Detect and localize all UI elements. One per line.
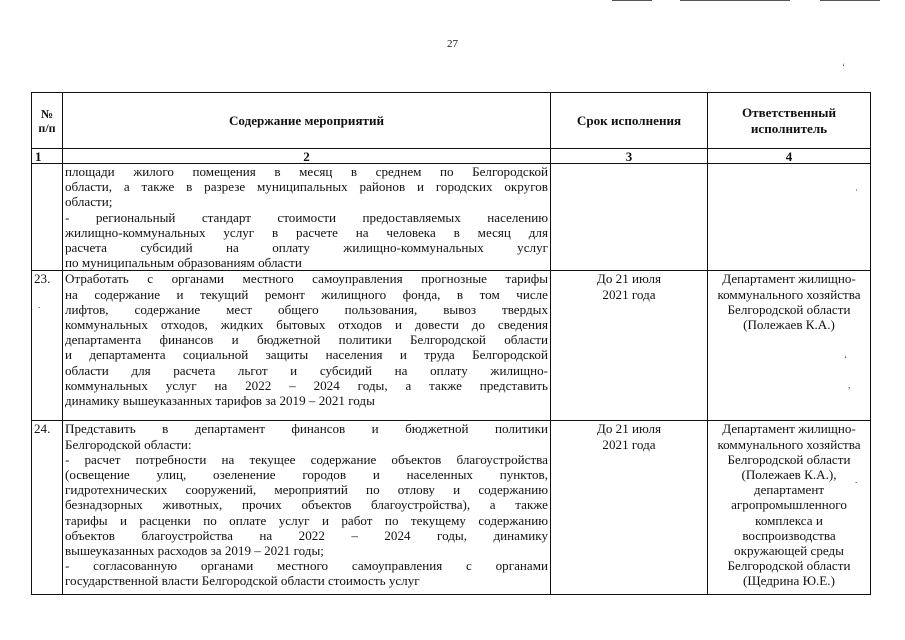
scan-top-mark — [820, 0, 880, 1]
row-content — [63, 271, 551, 421]
content-line: безнадзорных животных, прочих объектов благоустройства), а также — [65, 497, 548, 513]
events-table — [31, 92, 871, 595]
responsible-line: комплекса и воспроизводства — [742, 512, 836, 543]
content-line: тарифы и расценки по оплате услуг и работ по текущему содержанию — [65, 512, 548, 528]
table-column-numbers-row — [32, 149, 871, 164]
deadline-line: До 21 июля — [596, 421, 662, 437]
row-deadline — [551, 421, 708, 595]
row-deadline — [551, 164, 708, 271]
header-number: № п/п — [32, 93, 63, 149]
content-line: Отработать с органами местного самоуправления прогнозные тарифы — [65, 271, 548, 287]
content-line: жилищно-коммунальных услуг в расчете на человека в месяц для — [65, 224, 548, 240]
responsible-line: (Щедрина Ю.Е.) — [743, 573, 835, 589]
table-row — [32, 271, 871, 421]
content-line: расчета субсидий на оплату жилищно-коммунальных услуг — [65, 240, 548, 256]
responsible-line: департамент — [753, 482, 825, 498]
responsible-line: Департамент жилищно- — [722, 271, 856, 287]
content-line: и департамента социальной защиты населения и труда Белгородской — [65, 347, 548, 363]
responsible-line: Белгородской области — [727, 301, 851, 317]
deadline-line: До 21 июля — [596, 271, 662, 287]
row-responsible — [708, 271, 871, 421]
responsible-line: Белгородской области — [727, 451, 851, 467]
responsible-line: (Полежаев К.А.) — [743, 317, 835, 333]
content-line: по муниципальным образованиям области — [65, 255, 302, 271]
column-number: 4 — [708, 149, 871, 164]
scan-speck: · — [855, 185, 858, 195]
responsible-line: агропромышленного — [731, 497, 847, 513]
scan-speck: . — [855, 475, 858, 485]
content-line: динамику вышеуказанных тарифов за 2019 – 2021 годы — [65, 393, 375, 409]
scan-speck: ‘ — [844, 354, 847, 364]
responsible-line: Белгородской области — [727, 558, 851, 574]
content-line: департамента финансов и бюджетной политики Белгородской области — [65, 332, 548, 348]
header-content: Содержание мероприятий — [63, 93, 551, 149]
column-number: 3 — [551, 149, 708, 164]
header-deadline: Срок исполнения — [551, 93, 708, 149]
row-content — [63, 421, 551, 595]
content-line: коммунальных услуг на 2022 – 2024 годы, а также представить — [65, 377, 548, 393]
page-number: 27 — [447, 38, 458, 50]
content-line: области для расчета льгот и субсидий на оплату жилищно- — [65, 362, 548, 378]
content-line: области, а также в разрезе муниципальных районов и городских округов — [65, 179, 548, 195]
scan-speck: . — [38, 300, 41, 310]
content-line: Белгородской области: — [65, 436, 192, 452]
content-line: вышеуказанных расходов за 2019 – 2021 годы; — [65, 543, 324, 559]
deadline-line: 2021 года — [602, 436, 656, 452]
responsible-line: коммунального хозяйства — [717, 436, 861, 452]
responsible-line: коммунального хозяйства — [717, 286, 861, 302]
content-line: - согласованную органами местного самоуправления с органами — [65, 558, 548, 574]
content-line: на содержание и текущий ремонт жилищного фонда, в том числе — [65, 286, 548, 302]
scan-top-mark — [612, 0, 652, 1]
table-header-row — [32, 93, 871, 149]
row-number — [32, 164, 63, 271]
responsible-line: (Полежаев К.А.), — [741, 467, 837, 483]
content-line: Представить в департамент финансов и бюджетной политики — [65, 421, 548, 437]
deadline-line: 2021 года — [602, 286, 656, 302]
content-line: области; — [65, 194, 113, 210]
scan-speck: ‘ — [842, 62, 845, 72]
content-line: - расчет потребности на текущее содержание объектов благоустройства — [65, 451, 548, 467]
scan-speck: , — [848, 380, 851, 390]
row-responsible — [708, 421, 871, 595]
row-deadline — [551, 271, 708, 421]
content-line: объектов благоустройства на 2022 – 2024 годы, динамику — [65, 527, 548, 543]
header-responsible: Ответственный исполнитель — [708, 93, 871, 149]
table-body — [32, 164, 871, 595]
table-row — [32, 421, 871, 595]
row-responsible — [708, 164, 871, 271]
content-line: коммунальных отходов, жидких бытовых отходов и довести до сведения — [65, 317, 548, 333]
content-line: гидротехнических сооружений, мероприятий по отлову и содержанию — [65, 482, 548, 498]
content-line: площади жилого помещения в месяц в среднем по Белгородской — [65, 164, 548, 179]
column-number: 2 — [63, 149, 551, 164]
content-line: государственной власти Белгородской области стоимость услуг — [65, 573, 420, 589]
table-row — [32, 164, 871, 271]
content-line: - региональный стандарт стоимости предоставляемых населению — [65, 209, 548, 225]
content-line: (освещение улиц, озеленение городов и населенных пунктов, — [65, 467, 548, 483]
row-content — [63, 164, 551, 271]
row-number: 24. — [32, 421, 63, 595]
responsible-line: Департамент жилищно- — [722, 421, 856, 437]
scan-top-mark — [680, 0, 790, 1]
content-line: лифтов, содержание мест общего пользования, вывоз твердых — [65, 301, 548, 317]
row-number: 23. — [32, 271, 63, 421]
responsible-line: окружающей среды — [734, 543, 844, 559]
column-number: 1 — [32, 149, 63, 164]
